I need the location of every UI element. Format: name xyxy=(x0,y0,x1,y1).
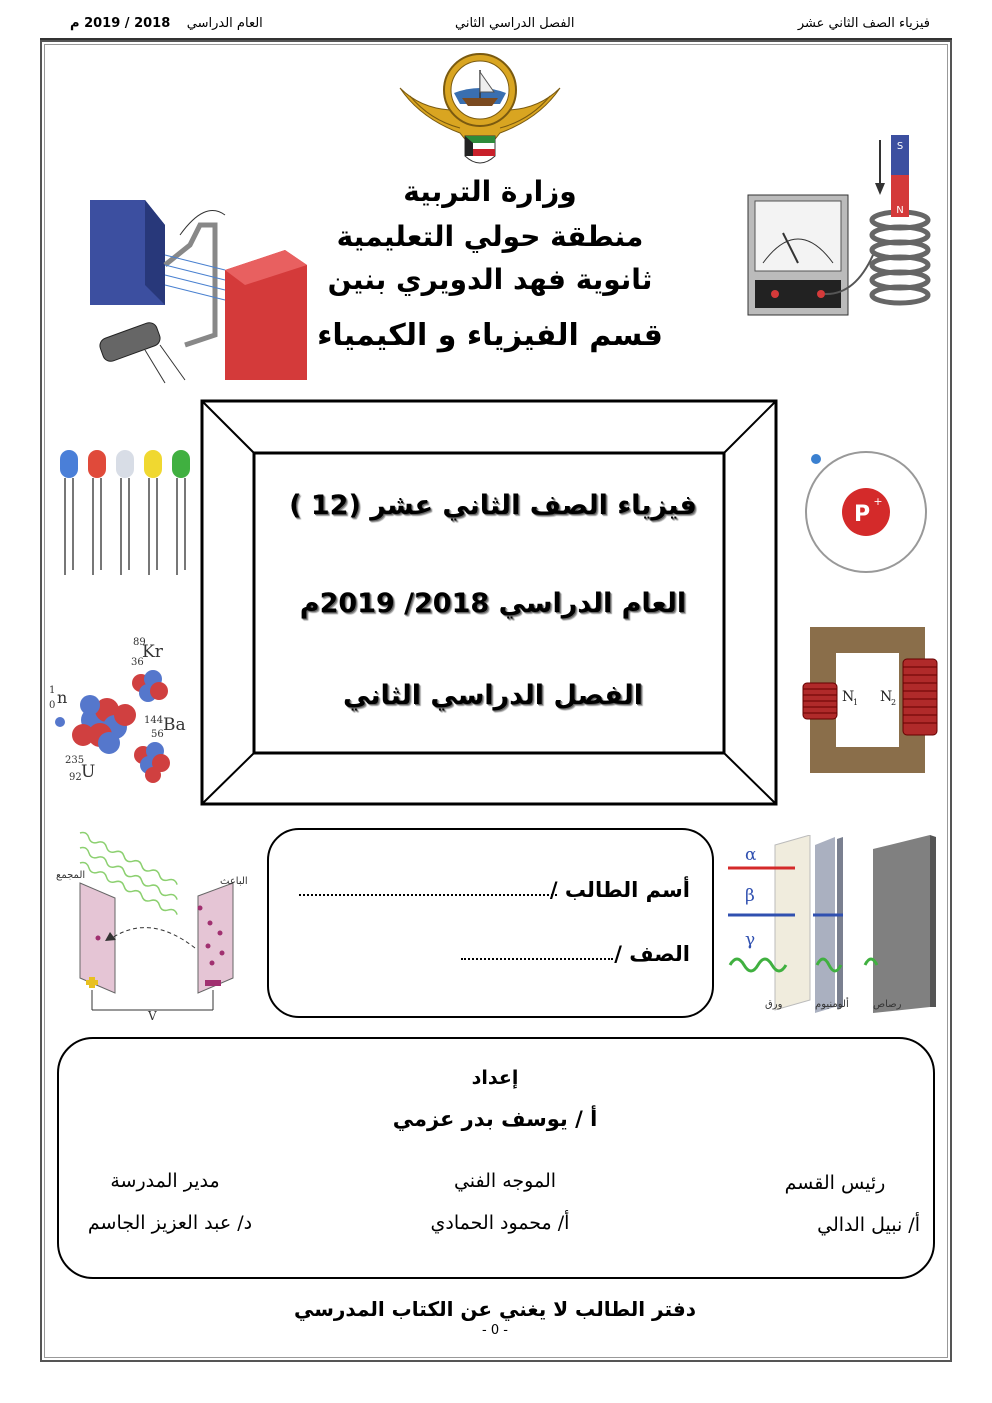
photoelectric-illustration xyxy=(50,828,260,1023)
supervisor-name: أ/ محمود الحمادي xyxy=(430,1212,570,1234)
student-info-box xyxy=(267,828,714,1018)
lead-label: رصاص xyxy=(873,999,902,1010)
district-title: منطقة حولي التعليمية xyxy=(336,220,644,253)
gamma-label: γ xyxy=(745,930,756,950)
beta-label: β xyxy=(745,886,755,906)
n1-sub: 1 xyxy=(853,698,859,707)
student-name-label: أسم الطالب / xyxy=(549,878,690,902)
ba-mass: 144 xyxy=(144,715,164,726)
collector-label: المجمع xyxy=(56,870,86,881)
semester-title: الفصل الدراسي الثاني xyxy=(343,680,643,711)
footer-note: دفتر الطالب لا يغني عن الكتاب المدرسي xyxy=(293,1297,697,1321)
proton-plus: + xyxy=(873,495,883,508)
n2-sub: 2 xyxy=(891,698,897,707)
u-mass: 235 xyxy=(65,755,85,766)
header-semester: الفصل الدراسي الثاني xyxy=(455,16,575,31)
u-z: 92 xyxy=(69,772,82,783)
supervisor-role: الموجه الفني xyxy=(453,1170,557,1192)
kr-symbol: Kr xyxy=(142,642,163,662)
dept-head-role: رئيس القسم xyxy=(784,1172,886,1194)
principal-name: د/ عبد العزيز الجاسم xyxy=(87,1212,253,1234)
student-class-label: الصف / xyxy=(614,942,690,966)
principal-role: مدير المدرسة xyxy=(110,1170,220,1192)
ba-z: 56 xyxy=(151,729,164,740)
generator-illustration xyxy=(85,195,310,385)
induction-illustration xyxy=(745,135,940,320)
paper-label: ورق xyxy=(765,999,783,1010)
magnet-n-label: N xyxy=(896,205,904,216)
transformer-illustration xyxy=(800,625,940,775)
n-symbol: n xyxy=(57,688,68,707)
aluminium-label: ألومنيوم xyxy=(815,999,849,1010)
dept-head-name: أ/ نبيل الدالي xyxy=(817,1214,920,1236)
radiation-illustration xyxy=(725,835,937,1015)
header-year-value: 2018 / 2019 م xyxy=(70,16,171,31)
kr-mass: 89 xyxy=(133,637,146,648)
prepared-by-label: إعداد xyxy=(471,1067,519,1089)
page-number: - 0 - xyxy=(482,1323,508,1338)
ba-symbol: Ba xyxy=(163,715,186,735)
magnet-s-label: S xyxy=(896,141,904,152)
header-subject: فيزياء الصف الثاني عشر xyxy=(797,16,930,31)
voltage-label: V xyxy=(148,1009,157,1023)
course-title: فيزياء الصف الثاني عشر (12 ) xyxy=(289,490,697,521)
school-title: ثانوية فهد الدويري بنين xyxy=(327,263,653,296)
kuwait-emblem xyxy=(390,48,570,173)
led-illustration xyxy=(55,445,200,580)
fission-illustration xyxy=(45,635,205,790)
student-name-field[interactable] xyxy=(299,894,557,896)
n-z: 0 xyxy=(49,700,56,711)
u-symbol: U xyxy=(81,762,96,782)
author-name: أ / يوسف بدر عزمي xyxy=(392,1107,598,1131)
header-year-label: العام الدراسي xyxy=(186,16,263,31)
n1-label: N xyxy=(842,689,855,705)
academic-year-title: العام الدراسي 2018/ 2019م xyxy=(299,588,687,619)
n-mass: 1 xyxy=(49,685,56,696)
atom-illustration xyxy=(800,445,940,580)
proton-label: P xyxy=(853,502,871,527)
alpha-label: α xyxy=(745,845,757,865)
department-title: قسم الفيزياء و الكيمياء xyxy=(317,318,663,353)
kr-z: 36 xyxy=(131,657,144,668)
student-class-field[interactable] xyxy=(461,958,613,960)
emitter-label: الباعث xyxy=(220,876,248,887)
ministry-title: وزارة التربية xyxy=(403,175,577,208)
n2-label: N xyxy=(880,689,893,705)
header-year xyxy=(70,16,263,31)
